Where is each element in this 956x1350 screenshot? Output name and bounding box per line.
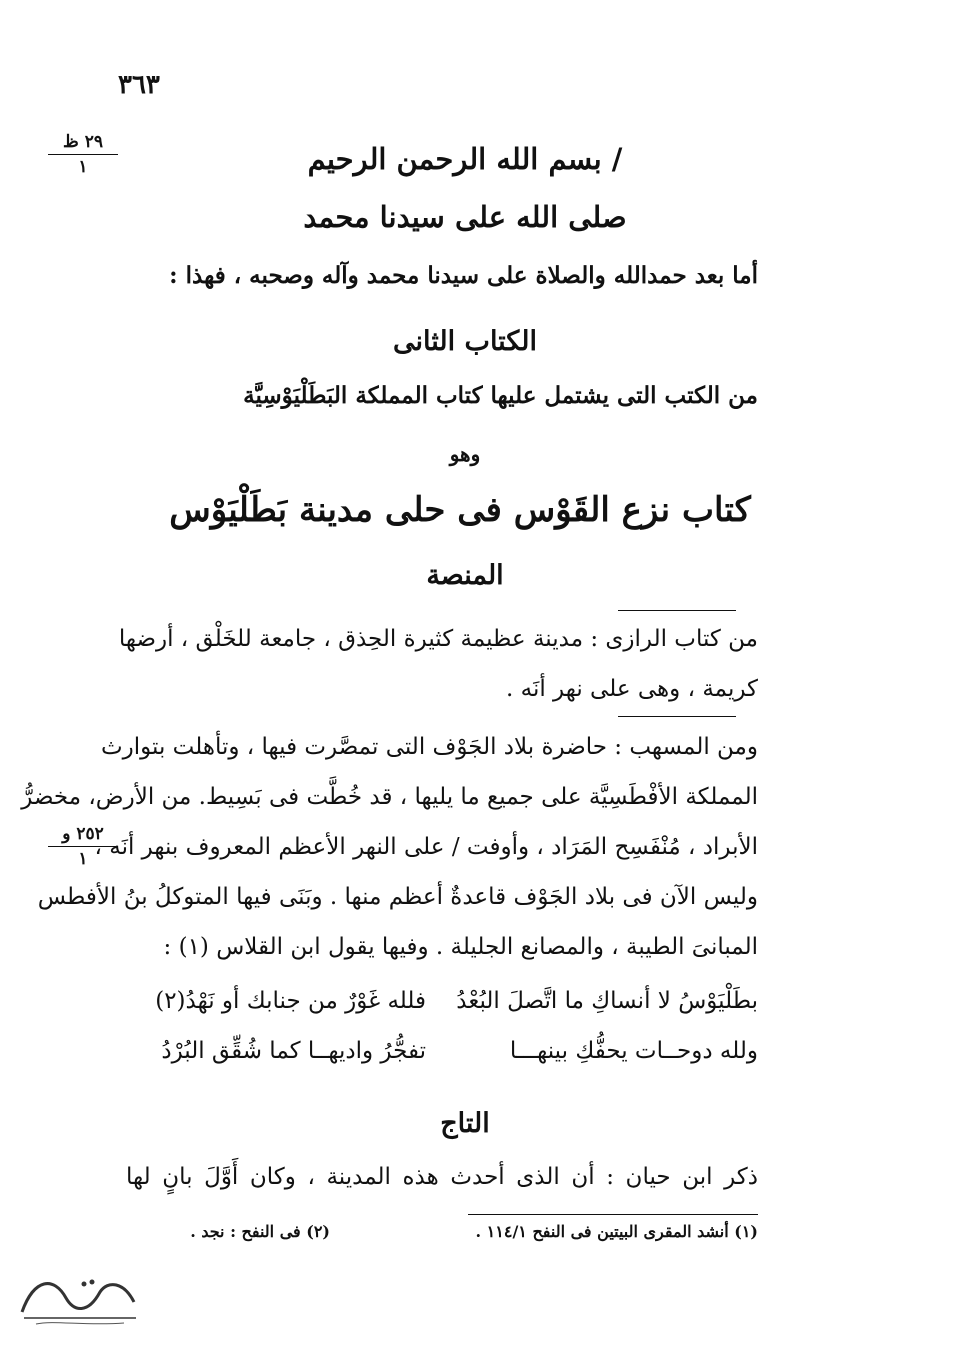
- salawat: صلى الله على سيدنا محمد: [303, 200, 627, 234]
- footnote-2: (٢) فى النفح : نجد .: [190, 1222, 330, 1241]
- paragraph-line: ذكر ابن حيان : أن الذى أحدث هذه المدينة ، وكان أَوَّلَ بانٍ لها: [126, 1164, 758, 1190]
- paragraph-line: ومن المسهب : حاضرة بلاد الجَوْف التى تمصَّرت فيها ، وتأهلت بتوارث: [100, 734, 758, 760]
- paragraph-line: المبانىَ الطيبة ، والمصانع الجليلة . وفيها يقول ابن القلاس (١) :: [163, 934, 758, 960]
- footnote-1: (١) أنشد المقرى البيتين فى النفح ١١٤/١ .: [475, 1222, 758, 1241]
- book-subtitle: من الكتب التى يشتمل عليها كتاب المملكة البَطَلْيَوْسِيَّة: [243, 382, 758, 409]
- verse-2-right-hemistich: ولله دوحــات يحفُّكِ بينهـــا: [509, 1038, 758, 1064]
- and-it-is: وهو: [449, 442, 481, 466]
- margin-note-top: ٢٥٢ و: [48, 824, 118, 847]
- margin-note-folio-1: [48, 132, 118, 177]
- paragraph-line: الأبراد ، مُنْفَسِح المَرَاد ، وأوفت / على النهر الأعظم المعروف بنهر أنَه ،: [94, 834, 758, 860]
- rule-under-paragraph: [618, 716, 736, 717]
- book-title: الكتاب الثانى: [393, 326, 537, 357]
- intro-line: أما بعد حمدالله والصلاة على سيدنا محمد وآله وصحبه ، فهذا :: [169, 262, 758, 289]
- verse-1-left-hemistich: فلله غَوْرٌ من جنابك أو نَهْدُ(٢): [155, 988, 426, 1014]
- margin-note-bottom: ١: [78, 157, 88, 177]
- section-title-al-minassa: المنصة: [426, 560, 504, 591]
- publisher-stamp-logo: [14, 1268, 144, 1330]
- verse-2-left-hemistich: تفجُّرُ واديهــا كما شُقِّق البُرْدُ: [161, 1038, 426, 1064]
- margin-note-top: ٢٩ ظ: [48, 132, 118, 155]
- section-title-al-taj: التاج: [440, 1108, 490, 1139]
- page-number: ٣٦٣: [118, 70, 160, 100]
- paragraph-line: وليس الآن فى بلاد الجَوْف قاعدةٌ أعظم منها . وبَنَى فيها المتوكلُ بنُ الأفطس: [37, 884, 758, 910]
- rule-under-title: [618, 610, 736, 611]
- margin-note-bottom: ١: [78, 849, 88, 869]
- footnote-rule: [468, 1214, 758, 1215]
- paragraph-line: كريمة ، وهى على نهر أنَه .: [505, 676, 758, 702]
- paragraph-line: من كتاب الرازى : مدينة عظيمة كثيرة الحِذق ، جامعة للخَلْق ، أرضها: [118, 626, 758, 652]
- main-title: كتاب نزع القَوْس فى حلى مدينة بَطَلْيَوْس: [169, 490, 751, 530]
- basmala: / بسم الله الرحمن الرحيم: [307, 142, 623, 176]
- paragraph-line: المملكة الأفْطَسِيَّة على جميع ما يليها ، قد خُطَّت فى بَسِيط. من الأرض، مخضرُّ: [21, 784, 758, 810]
- verse-1-right-hemistich: بطَلْيَوْسُ لا أنساكِ ما اتَّصلَ البُعْدُ: [456, 988, 758, 1014]
